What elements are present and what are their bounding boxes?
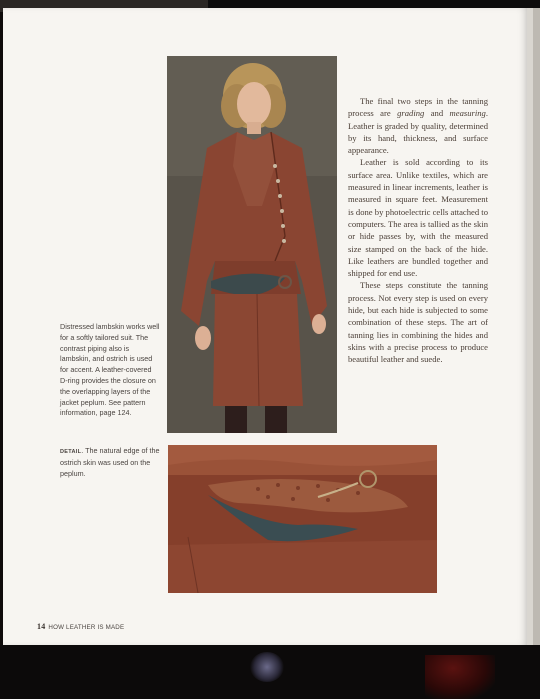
body-paragraph-1 [348, 95, 488, 156]
emphasis-grading: grading [397, 108, 425, 119]
body-paragraph-3: These steps constitute the tanning process. Not every step is used on every hide, but each hide is subjected to some combination of these steps. The art of tanning lies in combining the hides and skins with a precise process to produce beautiful leather and suede. [348, 280, 488, 365]
paragraph-text: The final two steps in the tanning process are [348, 96, 488, 119]
detail-caption-text: The natural edge of the ostrich skin was used on the peplum. [60, 446, 160, 478]
paragraph-text: and [424, 108, 450, 119]
photo-caption: Distressed lambskin works well for a softly tailored suit. The contrast piping also is lambskin, and ostrich is used for accent. A leather-covered D-ring provides the closure on the overlapping layers of the jacket peplum. See pattern information, page 124. [60, 322, 160, 418]
scan-reflection [250, 652, 284, 682]
ostrich-detail-illustration [168, 445, 437, 593]
suit-photo [167, 56, 337, 433]
ostrich-detail-photo [168, 445, 437, 593]
page-gutter-shadow [533, 8, 540, 645]
page-footer [37, 622, 124, 631]
paragraph-text: . Leather is graded by quality, determined by its hand, thickness, and surface appearance. [348, 108, 488, 156]
suit-photo-illustration [167, 56, 337, 433]
body-text-column [348, 95, 488, 366]
scan-red-object [425, 655, 495, 699]
body-paragraph-2: Leather is sold according to its surface area. Unlike textiles, which are measured in linear increments, leather is measured in square feet. Measurement is done by photoelectric cells attached to computers. The area is tallied as the skin or hide passes by, with the measured size stamped on the back of the hide. Like leathers are bundled together and shipped for end use. [348, 157, 488, 279]
emphasis-measuring: measuring [449, 108, 486, 119]
detail-caption [60, 446, 160, 479]
running-head: HOW LEATHER IS MADE [48, 624, 125, 631]
detail-caption-sep: . [81, 446, 86, 455]
page-number: 14 [37, 622, 46, 631]
detail-caption-label: DETAIL [60, 449, 82, 455]
